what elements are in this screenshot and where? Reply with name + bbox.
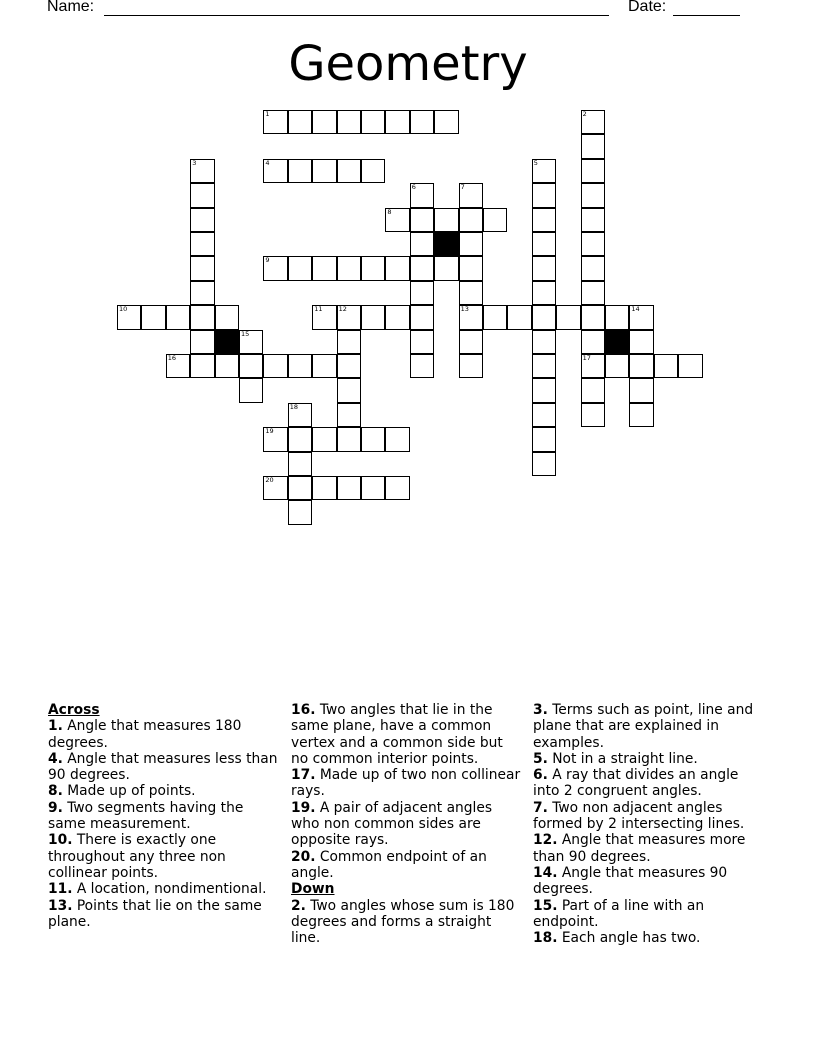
clue: [48, 832, 280, 881]
grid-cell[interactable]: [166, 354, 190, 378]
date-label: Date:: [628, 0, 667, 15]
grid-cell[interactable]: [312, 159, 336, 183]
grid-cell[interactable]: [288, 256, 312, 280]
clue-number-label: 13.: [48, 897, 73, 914]
grid-cell[interactable]: [434, 208, 458, 232]
grid-cell[interactable]: [239, 354, 263, 378]
grid-cell[interactable]: [532, 208, 556, 232]
grid-cell[interactable]: [581, 232, 605, 256]
grid-cell[interactable]: [263, 354, 287, 378]
grid-cell[interactable]: [288, 354, 312, 378]
grid-cell[interactable]: [385, 305, 409, 329]
clue-number-label: 17.: [291, 767, 316, 784]
grid-cell[interactable]: [410, 330, 434, 354]
clue-number: 14: [631, 305, 640, 314]
clue-number-label: 5.: [533, 750, 548, 767]
grid-cell[interactable]: [410, 232, 434, 256]
clue-column-2: [291, 702, 523, 946]
grid-cell[interactable]: [410, 256, 434, 280]
grid-cell[interactable]: [385, 256, 409, 280]
clue-text: Made up of points.: [62, 783, 196, 800]
grid-cell[interactable]: [459, 281, 483, 305]
name-label: Name:: [47, 0, 95, 15]
grid-cell[interactable]: [288, 500, 312, 524]
grid-cell[interactable]: [654, 354, 678, 378]
grid-block: [434, 232, 458, 256]
clue-number: 1: [265, 110, 270, 118]
clue: [533, 767, 765, 800]
grid-cell[interactable]: [410, 305, 434, 329]
grid-cell[interactable]: [532, 403, 556, 427]
grid-cell[interactable]: [337, 378, 361, 402]
grid-block: [605, 330, 629, 354]
grid-cell[interactable]: [581, 208, 605, 232]
clue-number: 17: [582, 354, 591, 362]
grid-cell[interactable]: [312, 354, 336, 378]
grid-cell[interactable]: [190, 232, 214, 256]
grid-cell[interactable]: [434, 256, 458, 280]
grid-cell[interactable]: [117, 305, 141, 329]
clue-text: Angle that measures more than 90 degrees.: [533, 832, 746, 865]
clue: [291, 767, 523, 800]
grid-cell[interactable]: [532, 330, 556, 354]
clue-number: 19: [265, 427, 274, 436]
clue: [533, 832, 765, 865]
grid-cell[interactable]: [263, 256, 287, 280]
grid-cell[interactable]: [385, 110, 409, 134]
clue-number-label: 19.: [291, 799, 316, 816]
clue-number: 13: [460, 305, 469, 314]
grid-cell[interactable]: [532, 378, 556, 402]
clue-text: Angle that measures less than 90 degrees.: [48, 750, 278, 784]
grid-cell[interactable]: [678, 354, 702, 378]
grid-cell[interactable]: [337, 159, 361, 183]
clue-number: 9: [265, 256, 270, 265]
grid-cell[interactable]: [581, 159, 605, 183]
grid-cell[interactable]: [410, 281, 434, 305]
grid-cell[interactable]: [312, 110, 336, 134]
clue-text: Angle that measures 180 degrees.: [48, 718, 242, 751]
clue: [48, 800, 280, 833]
grid-cell[interactable]: [190, 159, 214, 183]
grid-cell[interactable]: [605, 305, 629, 329]
grid-cell[interactable]: [581, 354, 605, 378]
clue-number-label: 9.: [48, 799, 63, 816]
grid-cell[interactable]: [410, 110, 434, 134]
grid-cell[interactable]: [190, 305, 214, 329]
grid-cell[interactable]: [312, 305, 336, 329]
grid-cell[interactable]: [190, 208, 214, 232]
grid-cell[interactable]: [361, 256, 385, 280]
grid-cell[interactable]: [410, 354, 434, 378]
clue-number-label: 20.: [291, 848, 316, 865]
grid-cell[interactable]: [337, 476, 361, 500]
grid-cell[interactable]: [190, 330, 214, 354]
grid-cell[interactable]: [337, 330, 361, 354]
clue: [48, 881, 280, 897]
clue-number-label: 2.: [291, 897, 306, 914]
grid-cell[interactable]: [629, 305, 653, 329]
grid-cell[interactable]: [337, 305, 361, 329]
grid-cell[interactable]: [605, 354, 629, 378]
grid-cell[interactable]: [288, 427, 312, 451]
clue-text: Part of a line with an endpoint.: [533, 897, 705, 930]
clue-number: 12: [338, 305, 347, 314]
clue-number: 2: [582, 110, 587, 118]
clue-text: Two angles whose sum is 180 degrees and forms a straight line.: [291, 897, 515, 947]
grid-cell[interactable]: [459, 256, 483, 280]
grid-cell[interactable]: [459, 183, 483, 207]
clue-text: Angle that measures 90 degrees.: [533, 864, 728, 898]
clue-text: A pair of adjacent angles who non common sides are opposite rays.: [291, 799, 493, 849]
grid-cell[interactable]: [629, 378, 653, 402]
grid-cell[interactable]: [312, 476, 336, 500]
grid-cell[interactable]: [459, 208, 483, 232]
clue-number: 8: [387, 207, 392, 216]
clue-number: 15: [241, 329, 250, 338]
grid-cell[interactable]: [312, 256, 336, 280]
grid-cell[interactable]: [288, 403, 312, 427]
clue-number-label: 7.: [533, 799, 548, 816]
clue: [48, 898, 280, 931]
clue-number-label: 10.: [48, 832, 73, 849]
grid-cell[interactable]: [629, 403, 653, 427]
clue: [48, 751, 280, 784]
clue-text: Terms such as point, line and plane that are explained in examples.: [533, 702, 754, 751]
clue-text: Made up of two non collinear rays.: [291, 767, 521, 800]
grid-cell[interactable]: [288, 159, 312, 183]
grid-cell[interactable]: [385, 208, 409, 232]
clue-number: 5: [533, 158, 538, 167]
grid-cell[interactable]: [581, 305, 605, 329]
clue-text: Points that lie on the same plane.: [48, 897, 262, 930]
clue-number-label: 8.: [48, 783, 63, 800]
grid-cell[interactable]: [581, 330, 605, 354]
grid-cell[interactable]: [141, 305, 165, 329]
clue-number: 3: [192, 158, 197, 167]
clue-number-label: 18.: [533, 930, 558, 947]
grid-cell[interactable]: [361, 427, 385, 451]
clue: [291, 898, 523, 947]
grid-cell[interactable]: [239, 378, 263, 402]
clue-heading: Across: [48, 702, 100, 718]
grid-cell[interactable]: [629, 330, 653, 354]
clue-number-label: 14.: [533, 864, 558, 881]
clue-number: 10: [119, 305, 128, 314]
grid-cell[interactable]: [361, 305, 385, 329]
clue: [533, 800, 765, 833]
grid-cell[interactable]: [556, 305, 580, 329]
grid-cell[interactable]: [263, 427, 287, 451]
grid-cell[interactable]: [166, 305, 190, 329]
grid-cell[interactable]: [190, 183, 214, 207]
clue-text: A location, nondimentional.: [72, 881, 267, 898]
clue-text: There is exactly one throughout any three non collinear points.: [48, 832, 226, 881]
grid-cell[interactable]: [385, 476, 409, 500]
clue-text: Common endpoint of an angle.: [291, 848, 487, 881]
grid-cell[interactable]: [434, 110, 458, 134]
grid-cell[interactable]: [288, 452, 312, 476]
grid-cell[interactable]: [581, 134, 605, 158]
clue-text: Two angles that lie in the same plane, have a common vertex and a common side but no common interior points.: [291, 702, 503, 767]
grid-cell[interactable]: [532, 183, 556, 207]
grid-cell[interactable]: [410, 183, 434, 207]
grid-cell[interactable]: [483, 208, 507, 232]
grid-cell[interactable]: [361, 110, 385, 134]
grid-cell[interactable]: [410, 208, 434, 232]
clue-number: 16: [167, 354, 177, 362]
clue: [291, 702, 523, 767]
clue: [533, 898, 765, 931]
clue-number-label: 6.: [533, 767, 548, 784]
grid-cell[interactable]: [215, 305, 239, 329]
grid-cell[interactable]: [532, 232, 556, 256]
clue-number: 20: [265, 476, 274, 484]
clue-number-label: 4.: [48, 750, 63, 767]
grid-cell[interactable]: [215, 354, 239, 378]
grid-cell[interactable]: [459, 330, 483, 354]
grid-cell[interactable]: [361, 159, 385, 183]
grid-cell[interactable]: [532, 427, 556, 451]
grid-cell[interactable]: [190, 354, 214, 378]
clue-number-label: 11.: [48, 881, 73, 898]
grid-cell[interactable]: [483, 305, 507, 329]
clue: [291, 800, 523, 849]
grid-cell[interactable]: [263, 476, 287, 500]
clue-text: A ray that divides an angle into 2 congruent angles.: [533, 767, 739, 800]
clue-column-3: [533, 702, 765, 946]
clue: [48, 783, 280, 799]
grid-cell[interactable]: [459, 232, 483, 256]
grid-cell[interactable]: [629, 354, 653, 378]
grid-cell[interactable]: [263, 110, 287, 134]
clue: [291, 849, 523, 882]
grid-cell[interactable]: [581, 281, 605, 305]
grid-cell[interactable]: [532, 281, 556, 305]
grid-cell[interactable]: [263, 159, 287, 183]
grid-block: [215, 330, 239, 354]
grid-cell[interactable]: [337, 427, 361, 451]
grid-cell[interactable]: [581, 110, 605, 134]
grid-cell[interactable]: [312, 427, 336, 451]
grid-cell[interactable]: [532, 305, 556, 329]
grid-cell[interactable]: [459, 354, 483, 378]
clue-text: Two non adjacent angles formed by 2 intersecting lines.: [533, 799, 745, 833]
grid-cell[interactable]: [581, 183, 605, 207]
grid-cell[interactable]: [190, 281, 214, 305]
grid-cell[interactable]: [288, 476, 312, 500]
grid-cell[interactable]: [337, 403, 361, 427]
page-title: Geometry: [288, 36, 528, 92]
clue: [533, 930, 765, 946]
clue-text: Each angle has two.: [557, 930, 701, 947]
grid-cell[interactable]: [532, 159, 556, 183]
clue-text: Not in a straight line.: [547, 750, 698, 767]
clue-text: Two segments having the same measurement.: [48, 799, 244, 833]
clue-number: 18: [289, 402, 299, 411]
grid-cell[interactable]: [581, 378, 605, 402]
grid-cell[interactable]: [385, 427, 409, 451]
clue: [533, 702, 765, 751]
clue-number-label: 3.: [533, 702, 548, 718]
clue-number-label: 1.: [48, 718, 63, 735]
clue-number: 7: [460, 183, 465, 192]
grid-cell[interactable]: [361, 476, 385, 500]
grid-cell[interactable]: [288, 110, 312, 134]
grid-cell[interactable]: [532, 256, 556, 280]
clue-heading: Down: [291, 881, 335, 898]
grid-cell[interactable]: [581, 403, 605, 427]
grid-cell[interactable]: [337, 110, 361, 134]
grid-cell[interactable]: [532, 452, 556, 476]
grid-cell[interactable]: [532, 354, 556, 378]
clue-number-label: 16.: [291, 702, 316, 718]
clue: [533, 751, 765, 767]
clue: [533, 865, 765, 898]
clue-number: 11: [314, 305, 323, 314]
grid-cell[interactable]: [337, 256, 361, 280]
grid-cell[interactable]: [459, 305, 483, 329]
grid-cell[interactable]: [507, 305, 531, 329]
clue-number: 6: [411, 183, 416, 192]
clue-number-label: 12.: [533, 832, 558, 849]
grid-cell[interactable]: [239, 330, 263, 354]
clue: [48, 718, 280, 751]
clue-number: 4: [265, 158, 270, 167]
grid-cell[interactable]: [190, 256, 214, 280]
clue-number-label: 15.: [533, 897, 558, 914]
grid-cell[interactable]: [581, 256, 605, 280]
grid-cell[interactable]: [337, 354, 361, 378]
clue-column-1: [48, 702, 280, 930]
